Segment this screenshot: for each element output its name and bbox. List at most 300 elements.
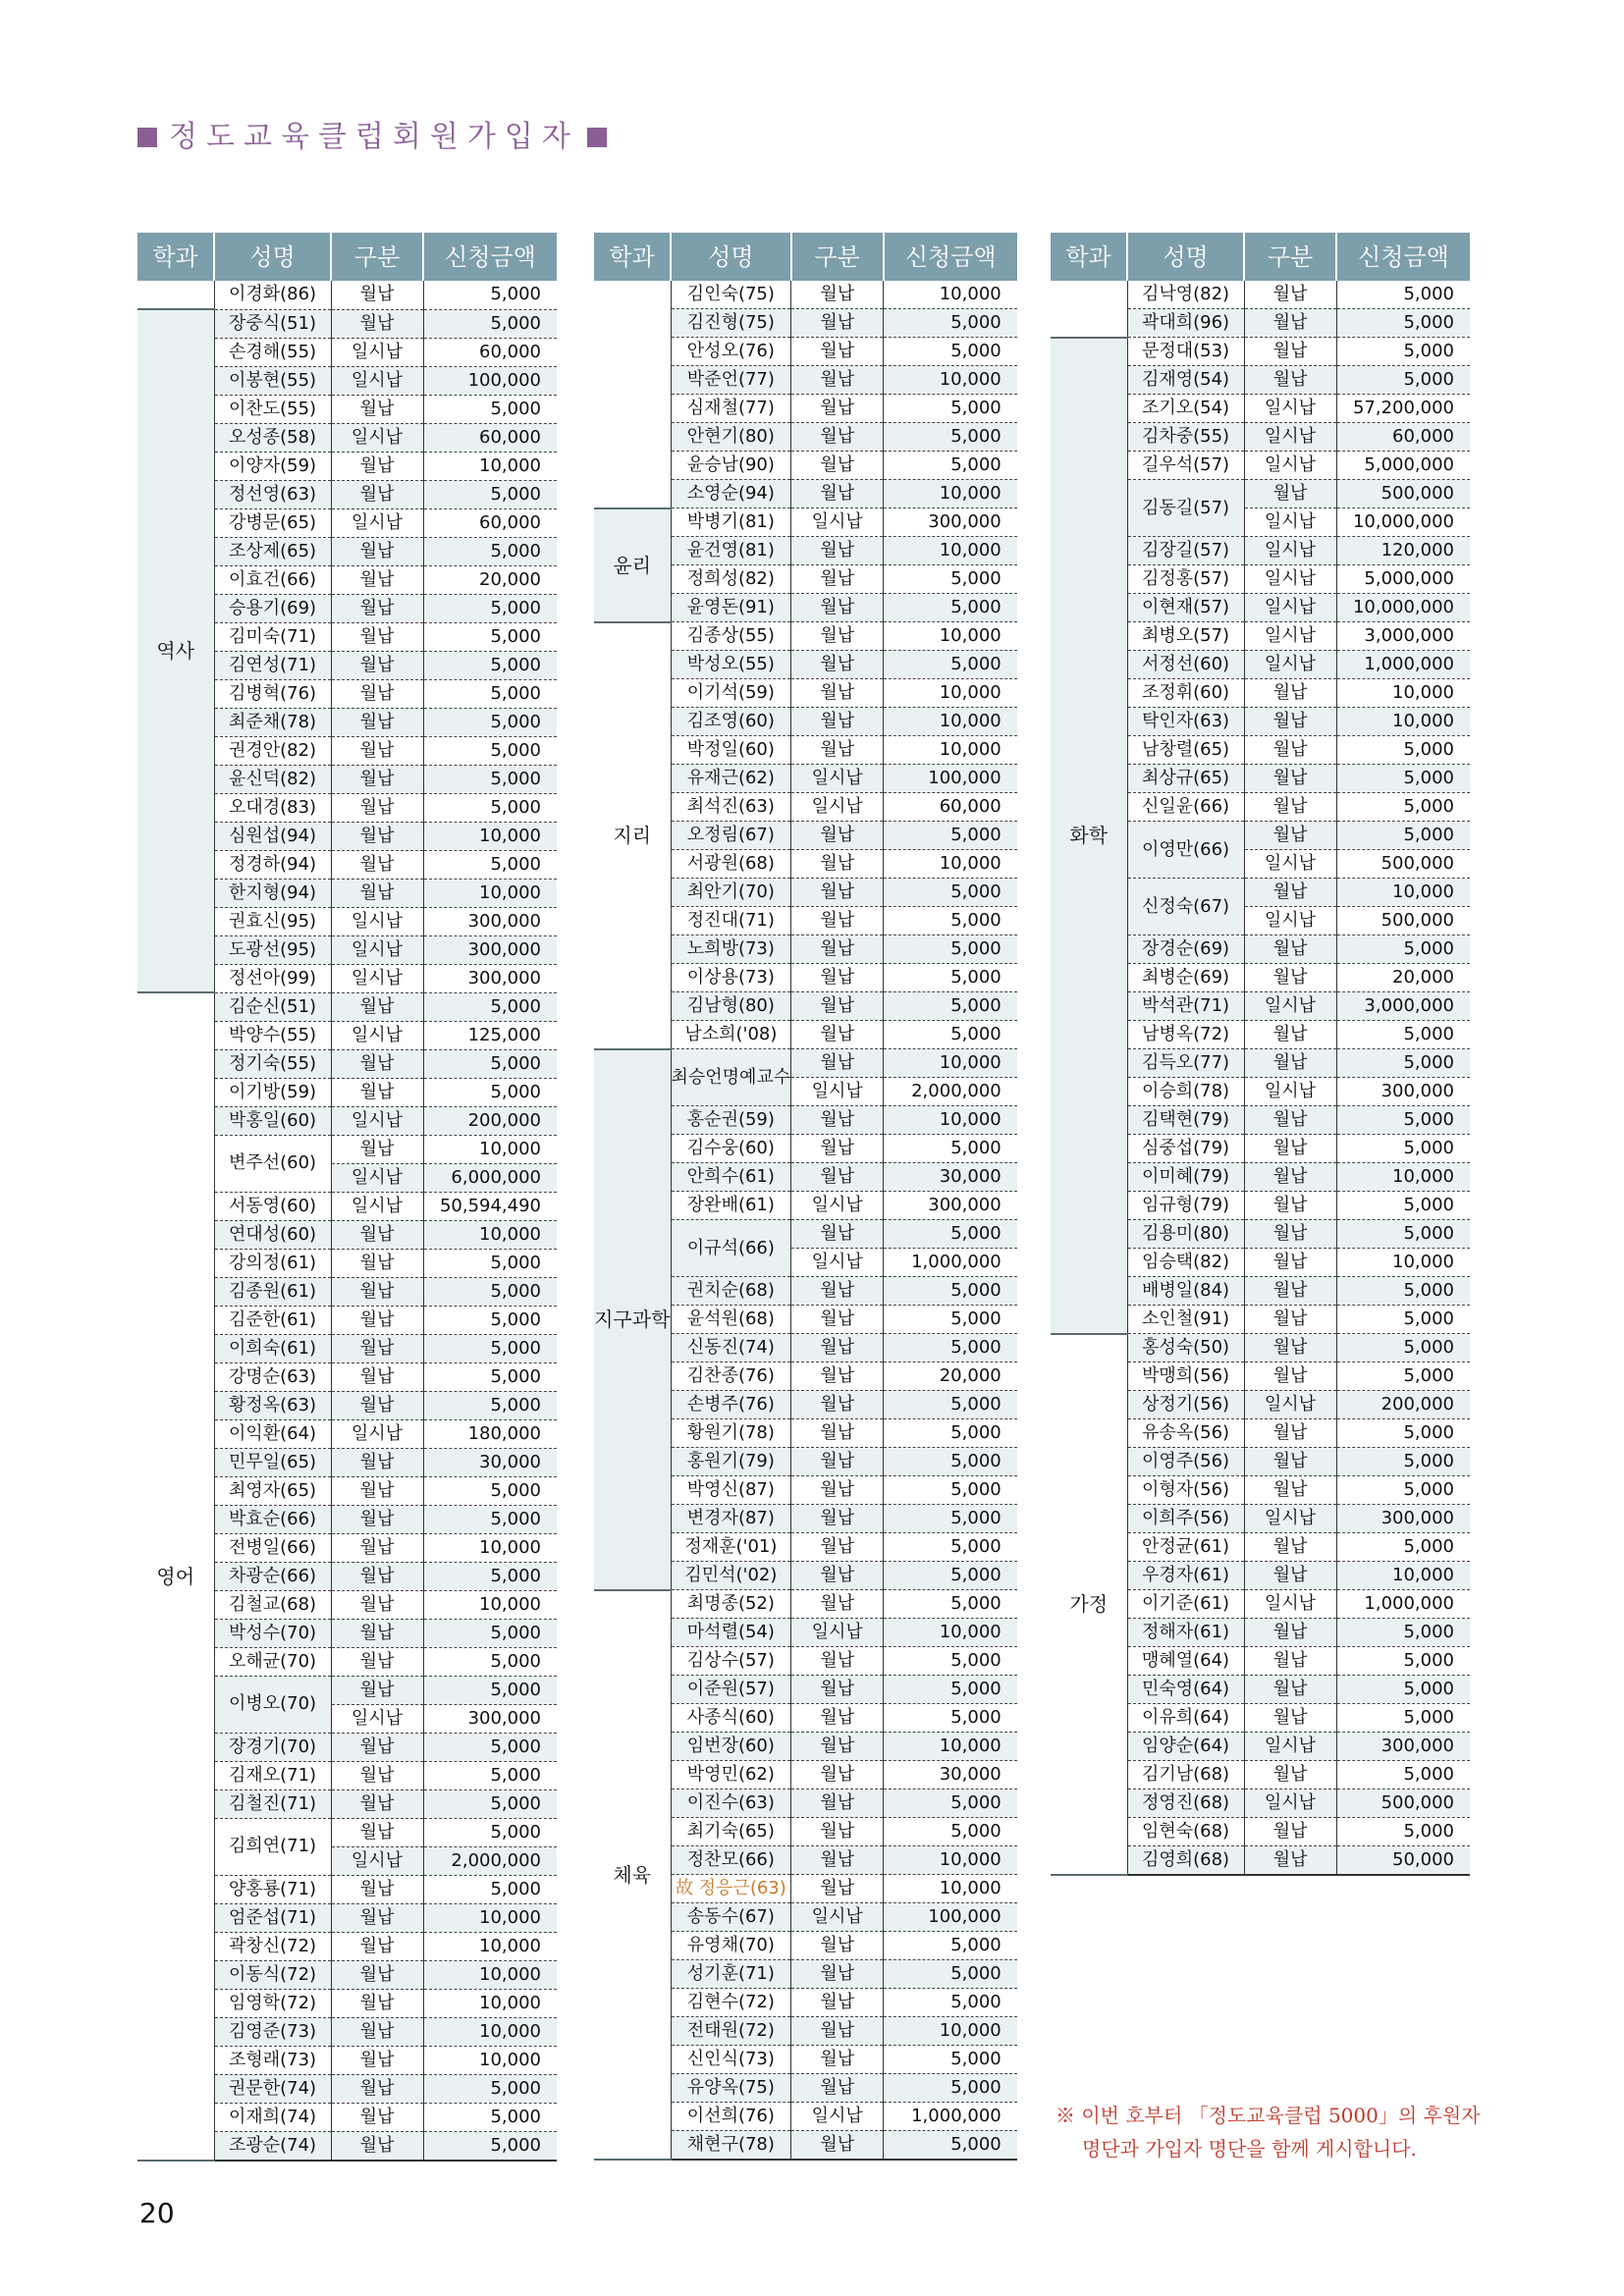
amount: 2,000,000	[423, 1846, 557, 1875]
amount: 10,000	[884, 1733, 1017, 1761]
amount: 5,000	[423, 1306, 557, 1334]
member-name: 장경기(70)	[214, 1733, 331, 1761]
payment-type: 일시납	[331, 366, 423, 395]
member-name: 유양옥(75)	[671, 2074, 791, 2103]
member-name: 권효신(95)	[214, 907, 331, 935]
payment-type: 일시납	[1244, 1733, 1336, 1761]
payment-type: 월납	[331, 1932, 423, 1960]
amount: 10,000	[884, 850, 1017, 879]
amount: 5,000	[884, 1647, 1017, 1676]
member-name: 채현구(78)	[671, 2131, 791, 2161]
member-name: 정찬모(66)	[671, 1846, 791, 1875]
amount: 5,000	[423, 1647, 557, 1676]
payment-type: 월납	[1244, 1761, 1336, 1789]
roster-table-1	[137, 233, 557, 2162]
amount: 10,000	[423, 879, 557, 907]
payment-type: 월납	[331, 708, 423, 736]
amount: 10,000	[1336, 879, 1470, 907]
amount: 5,000	[1336, 281, 1470, 309]
amount: 5,000	[423, 1391, 557, 1419]
member-name: 정진대(71)	[671, 907, 791, 935]
amount: 5,000	[884, 1021, 1017, 1049]
amount: 5,000	[1336, 935, 1470, 964]
payment-type: 월납	[1244, 1818, 1336, 1846]
header-type: 구분	[331, 233, 423, 281]
amount: 125,000	[423, 1021, 557, 1049]
amount: 10,000	[423, 1903, 557, 1932]
header-amount: 신청금액	[1336, 233, 1470, 281]
member-name: 한지형(94)	[214, 879, 331, 907]
payment-type: 월납	[331, 1590, 423, 1619]
payment-type: 월납	[1244, 964, 1336, 992]
payment-type: 월납	[791, 281, 884, 309]
member-name: 김종상(55)	[671, 622, 791, 651]
amount: 30,000	[423, 1448, 557, 1476]
member-name: 엄준섭(71)	[214, 1903, 331, 1932]
member-name: 서광원(68)	[671, 850, 791, 879]
amount: 10,000	[884, 708, 1017, 736]
amount: 50,000	[1336, 1846, 1470, 1876]
payment-type: 월납	[331, 2131, 423, 2161]
amount: 10,000	[884, 679, 1017, 708]
member-name: 이승희(78)	[1127, 1078, 1244, 1106]
payment-type: 월납	[791, 1220, 884, 1249]
amount: 5,000	[423, 395, 557, 423]
header-dept: 학과	[1051, 233, 1127, 281]
member-name: 이상용(73)	[671, 964, 791, 992]
payment-type: 월납	[331, 281, 423, 309]
amount: 10,000	[884, 366, 1017, 395]
amount: 5,000	[423, 2103, 557, 2131]
table-row	[594, 1049, 1017, 1078]
member-name: 이익환(64)	[214, 1419, 331, 1448]
payment-type: 월납	[791, 2074, 884, 2103]
amount: 5,000	[884, 1306, 1017, 1334]
payment-type: 월납	[791, 1106, 884, 1135]
member-name: 곽대희(96)	[1127, 309, 1244, 338]
payment-type: 월납	[1244, 1362, 1336, 1391]
payment-type: 월납	[331, 1960, 423, 1989]
amount: 5,000	[423, 1676, 557, 1704]
amount: 5,000	[884, 1960, 1017, 1989]
payment-type: 월납	[791, 2131, 884, 2161]
payment-type: 월납	[331, 1989, 423, 2017]
amount: 5,000	[884, 1704, 1017, 1733]
payment-type: 월납	[791, 480, 884, 508]
payment-type: 일시납	[1244, 1789, 1336, 1818]
payment-type: 월납	[1244, 1192, 1336, 1220]
payment-type: 월납	[791, 1932, 884, 1960]
member-name: 이영만(66)	[1127, 822, 1244, 879]
payment-type: 월납	[1244, 338, 1336, 366]
amount: 5,000	[1336, 1448, 1470, 1476]
payment-type: 일시납	[331, 1021, 423, 1049]
payment-type: 월납	[331, 1619, 423, 1647]
payment-type: 일시납	[791, 508, 884, 537]
amount: 5,000	[423, 1562, 557, 1590]
amount: 10,000	[423, 1135, 557, 1163]
amount: 500,000	[1336, 480, 1470, 508]
amount: 5,000	[1336, 1192, 1470, 1220]
payment-type: 월납	[331, 622, 423, 651]
title-square-left	[137, 128, 157, 147]
amount: 5,000	[423, 765, 557, 793]
payment-type: 월납	[1244, 793, 1336, 822]
payment-type: 월납	[331, 992, 423, 1021]
amount: 5,000	[1336, 1021, 1470, 1049]
member-name: 승용기(69)	[214, 594, 331, 622]
amount: 5,000	[1336, 1135, 1470, 1163]
member-name: 안현기(80)	[671, 423, 791, 452]
amount: 5,000	[423, 992, 557, 1021]
member-name: 남창렬(65)	[1127, 736, 1244, 765]
member-name: 이경화(86)	[214, 281, 331, 309]
member-name: 이유희(64)	[1127, 1704, 1244, 1733]
member-name: 조형래(73)	[214, 2046, 331, 2074]
payment-type: 일시납	[1244, 1590, 1336, 1619]
payment-type: 월납	[791, 1448, 884, 1476]
member-name: 정경하(94)	[214, 850, 331, 879]
amount: 5,000	[884, 935, 1017, 964]
payment-type: 일시납	[791, 1192, 884, 1220]
payment-type: 월납	[791, 1676, 884, 1704]
member-name: 심원섭(94)	[214, 822, 331, 850]
member-name: 박병기(81)	[671, 508, 791, 537]
header-type: 구분	[791, 233, 884, 281]
payment-type: 월납	[331, 822, 423, 850]
member-name: 이양자(59)	[214, 452, 331, 480]
member-name: 윤건영(81)	[671, 537, 791, 565]
payment-type: 일시납	[1244, 850, 1336, 879]
payment-type: 월납	[791, 1533, 884, 1562]
amount: 5,000	[1336, 1818, 1470, 1846]
amount: 300,000	[884, 1192, 1017, 1220]
payment-type: 월납	[331, 1334, 423, 1362]
table-row	[1051, 1334, 1470, 1362]
payment-type: 월납	[331, 1647, 423, 1676]
amount: 5,000	[884, 1818, 1017, 1846]
payment-type: 월납	[1244, 765, 1336, 793]
amount: 5,000	[423, 708, 557, 736]
member-name: 최기숙(65)	[671, 1818, 791, 1846]
member-name: 민숙영(64)	[1127, 1676, 1244, 1704]
amount: 5,000	[1336, 793, 1470, 822]
amount: 5,000	[423, 1277, 557, 1306]
amount: 5,000	[884, 822, 1017, 850]
member-name: 임번장(60)	[671, 1733, 791, 1761]
payment-type: 월납	[331, 1789, 423, 1818]
payment-type: 월납	[791, 1846, 884, 1875]
payment-type: 월납	[331, 2017, 423, 2046]
member-name: 김철진(71)	[214, 1789, 331, 1818]
member-name: 문정대(53)	[1127, 338, 1244, 366]
payment-type: 월납	[1244, 1704, 1336, 1733]
amount: 5,000	[423, 2131, 557, 2161]
amount: 60,000	[1336, 423, 1470, 452]
payment-type: 월납	[791, 309, 884, 338]
member-name: 박석관(71)	[1127, 992, 1244, 1021]
amount: 5,000	[423, 309, 557, 338]
member-name: 정영진(68)	[1127, 1789, 1244, 1818]
member-name: 심중섭(79)	[1127, 1135, 1244, 1163]
amount: 300,000	[423, 907, 557, 935]
member-name: 유재근(62)	[671, 765, 791, 793]
payment-type: 월납	[791, 1562, 884, 1590]
member-name: 김찬종(76)	[671, 1362, 791, 1391]
payment-type: 일시납	[331, 1846, 423, 1875]
member-name: 윤영돈(91)	[671, 594, 791, 622]
title-square-right	[587, 128, 607, 147]
payment-type: 월납	[1244, 1419, 1336, 1448]
member-name: 홍원기(79)	[671, 1448, 791, 1476]
header-name: 성명	[671, 233, 791, 281]
amount: 500,000	[1336, 907, 1470, 935]
payment-type: 월납	[1244, 879, 1336, 907]
amount: 5,000	[1336, 1476, 1470, 1505]
amount: 5,000	[884, 1932, 1017, 1960]
payment-type: 월납	[1244, 1163, 1336, 1192]
member-name: 안희수(61)	[671, 1163, 791, 1192]
member-name: 김택현(79)	[1127, 1106, 1244, 1135]
amount: 10,000	[884, 2017, 1017, 2046]
payment-type: 월납	[331, 793, 423, 822]
member-name: 탁인자(63)	[1127, 708, 1244, 736]
amount: 5,000	[884, 565, 1017, 594]
amount: 300,000	[423, 964, 557, 992]
member-name: 박효순(66)	[214, 1505, 331, 1533]
amount: 300,000	[1336, 1733, 1470, 1761]
amount: 5,000	[884, 2131, 1017, 2161]
payment-type: 월납	[791, 1362, 884, 1391]
payment-type: 일시납	[1244, 537, 1336, 565]
payment-type: 일시납	[791, 1249, 884, 1277]
amount: 5,000	[1336, 1277, 1470, 1306]
payment-type: 월납	[791, 879, 884, 907]
amount: 5,000	[423, 1818, 557, 1846]
member-name: 최안기(70)	[671, 879, 791, 907]
member-name: 임양순(64)	[1127, 1733, 1244, 1761]
payment-type: 월납	[331, 679, 423, 708]
member-name: 이효건(66)	[214, 565, 331, 594]
payment-type: 월납	[791, 736, 884, 765]
amount: 2,000,000	[884, 1078, 1017, 1106]
payment-type: 월납	[331, 1448, 423, 1476]
payment-type: 일시납	[331, 935, 423, 964]
amount: 10,000	[884, 537, 1017, 565]
member-name: 변경자(87)	[671, 1505, 791, 1533]
amount: 5,000	[1336, 309, 1470, 338]
member-name: 김연성(71)	[214, 651, 331, 679]
amount: 5,000	[423, 1049, 557, 1078]
payment-type: 월납	[1244, 1619, 1336, 1647]
amount: 300,000	[1336, 1078, 1470, 1106]
payment-type: 월납	[791, 907, 884, 935]
payment-type: 월납	[1244, 1676, 1336, 1704]
amount: 5,000	[423, 1505, 557, 1533]
payment-type: 월납	[331, 765, 423, 793]
payment-type: 월납	[1244, 1334, 1336, 1362]
amount: 10,000	[423, 1220, 557, 1249]
member-name: 맹혜열(64)	[1127, 1647, 1244, 1676]
payment-type: 월납	[791, 1989, 884, 2017]
payment-type: 월납	[331, 1249, 423, 1277]
amount: 5,000	[423, 281, 557, 309]
member-name: 정선아(99)	[214, 964, 331, 992]
dept-cell	[1051, 281, 1127, 338]
table-row	[594, 508, 1017, 537]
amount: 5,000	[1336, 1334, 1470, 1362]
amount: 5,000	[884, 594, 1017, 622]
payment-type: 일시납	[791, 793, 884, 822]
amount: 5,000	[423, 1875, 557, 1903]
member-name: 임승택(82)	[1127, 1249, 1244, 1277]
payment-type: 월납	[1244, 935, 1336, 964]
payment-type: 월납	[791, 1960, 884, 1989]
amount: 5,000	[884, 1590, 1017, 1619]
amount: 5,000	[1336, 1306, 1470, 1334]
payment-type: 월납	[1244, 822, 1336, 850]
member-name: 최영자(65)	[214, 1476, 331, 1505]
amount: 5,000	[884, 1989, 1017, 2017]
member-name: 박영민(62)	[671, 1761, 791, 1789]
payment-type: 일시납	[1244, 452, 1336, 480]
member-name: 사종식(60)	[671, 1704, 791, 1733]
payment-type: 월납	[331, 1818, 423, 1846]
amount: 5,000	[423, 1078, 557, 1106]
payment-type: 월납	[331, 2074, 423, 2103]
amount: 500,000	[1336, 850, 1470, 879]
member-name: 김용미(80)	[1127, 1220, 1244, 1249]
member-name: 길우석(57)	[1127, 452, 1244, 480]
amount: 5,000	[884, 1391, 1017, 1419]
member-name: 오성종(58)	[214, 423, 331, 452]
amount: 5,000	[1336, 1647, 1470, 1676]
amount: 10,000	[884, 1049, 1017, 1078]
amount: 5,000	[884, 1277, 1017, 1306]
amount: 200,000	[1336, 1391, 1470, 1419]
amount: 5,000	[884, 452, 1017, 480]
amount: 5,000	[423, 1619, 557, 1647]
payment-type: 월납	[1244, 708, 1336, 736]
member-name: 박준언(77)	[671, 366, 791, 395]
page-title-text: 정도교육클럽회원가입자	[169, 120, 579, 154]
member-name: 이봉현(55)	[214, 366, 331, 395]
payment-type: 일시납	[1244, 423, 1336, 452]
amount: 100,000	[884, 1903, 1017, 1932]
payment-type: 일시납	[1244, 651, 1336, 679]
payment-type: 일시납	[331, 964, 423, 992]
amount: 5,000	[884, 1135, 1017, 1163]
payment-type: 월납	[791, 395, 884, 423]
member-name: 박정일(60)	[671, 736, 791, 765]
amount: 300,000	[423, 935, 557, 964]
amount: 5,000	[1336, 1533, 1470, 1562]
payment-type: 일시납	[1244, 622, 1336, 651]
member-name: 임규형(79)	[1127, 1192, 1244, 1220]
member-name: 최승언명예교수	[671, 1049, 791, 1106]
payment-type: 월납	[791, 651, 884, 679]
payment-type: 월납	[331, 1476, 423, 1505]
member-name: 정선영(63)	[214, 480, 331, 508]
amount: 3,000,000	[1336, 622, 1470, 651]
member-name: 유영채(70)	[671, 1932, 791, 1960]
payment-type: 월납	[1244, 1846, 1336, 1876]
member-name: 김영희(68)	[1127, 1846, 1244, 1876]
member-name: 김준한(61)	[214, 1306, 331, 1334]
payment-type: 월납	[791, 1733, 884, 1761]
payment-type: 월납	[791, 1647, 884, 1676]
notice-line-1: ※ 이번 호부터 「정도교육클럽 5000」의 후원자	[1056, 2104, 1481, 2127]
payment-type: 월납	[791, 2017, 884, 2046]
amount: 10,000	[1336, 1249, 1470, 1277]
member-name: 변주선(60)	[214, 1135, 331, 1192]
amount: 30,000	[884, 1163, 1017, 1192]
amount: 5,000	[1336, 338, 1470, 366]
member-name: 남소희('08)	[671, 1021, 791, 1049]
payment-type: 월납	[331, 1533, 423, 1562]
payment-type: 월납	[1244, 1135, 1336, 1163]
payment-type: 월납	[791, 964, 884, 992]
amount: 5,000	[423, 1476, 557, 1505]
payment-type: 월납	[1244, 1249, 1336, 1277]
payment-type: 월납	[331, 1391, 423, 1419]
member-name: 이진수(63)	[671, 1789, 791, 1818]
payment-type: 월납	[331, 1078, 423, 1106]
amount: 5,000	[1336, 1761, 1470, 1789]
payment-type: 월납	[1244, 679, 1336, 708]
table-row	[137, 309, 557, 338]
member-name: 조상제(65)	[214, 537, 331, 565]
payment-type: 월납	[1244, 1049, 1336, 1078]
amount: 20,000	[423, 565, 557, 594]
amount: 10,000	[884, 622, 1017, 651]
amount: 5,000	[423, 480, 557, 508]
amount: 5,000	[884, 1505, 1017, 1533]
amount: 5,000	[423, 651, 557, 679]
member-name: 권문한(74)	[214, 2074, 331, 2103]
amount: 200,000	[423, 1106, 557, 1135]
payment-type: 일시납	[331, 1419, 423, 1448]
member-name: 양홍룡(71)	[214, 1875, 331, 1903]
amount: 5,000	[423, 1761, 557, 1789]
member-name: 권경안(82)	[214, 736, 331, 765]
payment-type: 일시납	[791, 2103, 884, 2131]
amount: 10,000	[1336, 1163, 1470, 1192]
member-name: 김조영(60)	[671, 708, 791, 736]
member-name: 신동진(74)	[671, 1334, 791, 1362]
amount: 50,594,490	[423, 1192, 557, 1220]
payment-type: 월납	[331, 1761, 423, 1789]
table-row	[1051, 281, 1470, 309]
payment-type: 월납	[331, 1676, 423, 1704]
payment-type: 월납	[1244, 1562, 1336, 1590]
payment-type: 월납	[791, 1818, 884, 1846]
header-dept: 학과	[594, 233, 671, 281]
amount: 5,000	[884, 992, 1017, 1021]
payment-type: 월납	[791, 1704, 884, 1733]
payment-type: 월납	[791, 850, 884, 879]
amount: 5,000	[423, 1789, 557, 1818]
amount: 5,000	[423, 850, 557, 879]
payment-type: 월납	[331, 452, 423, 480]
amount: 10,000	[423, 1960, 557, 1989]
amount: 1,000,000	[884, 2103, 1017, 2131]
amount: 10,000	[884, 736, 1017, 765]
payment-type: 월납	[791, 1334, 884, 1362]
member-name: 이선희(76)	[671, 2103, 791, 2131]
member-name: 서정선(60)	[1127, 651, 1244, 679]
amount: 5,000	[884, 879, 1017, 907]
